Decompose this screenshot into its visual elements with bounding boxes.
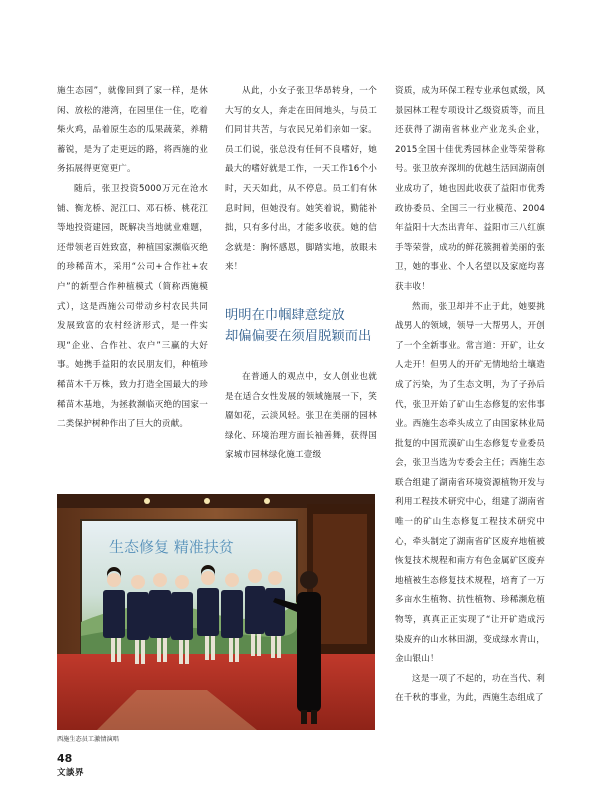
paragraph: 在普通人的观点中，女人创业也就是在适合女性发展的领域施展一下，笑靥如花，云淡风轻。张卫在美丽的园林绿化、环境治理方面长袖善舞，获得国家城市园林绿化施工壹级 — [225, 372, 377, 461]
choir-photo — [57, 494, 375, 730]
text-column-2 — [225, 82, 377, 278]
section-heading-line-1: 明明在巾帼肆意绽放 — [225, 308, 345, 323]
text-column-1 — [57, 82, 208, 435]
photo-illustration — [57, 494, 375, 730]
paragraph: 这是一项了不起的，功在当代、利在千秋的事业，为此，西施生态组成了 — [395, 673, 545, 704]
photo-caption: 西施生态员工激情演唱 — [57, 736, 119, 743]
paragraph: 然而，张卫却并不止于此，她要挑战男人的领域，领导一大帮男人，开创了一个全新事业。常言道：开矿，让女人走开！但男人的开矿无情地给土壤造成了污染，为了生态文明，为了子孙后代，张卫开始了矿山生态修复的宏伟事业。西施生态牵头成立了由国家林业局批复的中国荒漠矿山生态修复专业委员会，张卫当选为专委会主任；西施生态联合组建了湖南省环境资源植物开发与利用工程技术研究中心，组建了湖南省唯一的矿山生态修复工程技术研究中心，牵头制定了湖南省矿区废弃地植被恢复技术规程和南方有色金属矿区废弃地植被生态修复技术规程，培育了一万多亩水生植物、抗性植物、珍稀濒危植物等，真真正正实现了“让开矿造成污染废弃的山水林田湖，变成绿水青山，金山银山！ — [395, 301, 545, 665]
section-heading-line-2: 却偏偏要在须眉脱颖而出 — [225, 329, 372, 344]
text-column-2-lower — [225, 368, 377, 466]
magazine-name: 文談界 — [57, 768, 85, 778]
paragraph: 随后，张卫投资5000万元在沧水铺、衡龙桥、泥江口、邓石桥、桃花江等地投资建园，既解决当地就业难题，还带领老百姓致富，种植国家濒临灭绝的珍稀苗木，采用“公司+合作社+农户”的新型合作种植模式（简称西施模式），这是西施公司带动乡村农民共同发展致富的农村经济形式，是一件实现“企业、合作社、农户”三赢的大好事。她携手益阳的农民朋友们，种植珍稀苗木千万株，致力打造全国最大的珍稀苗木基地，为拯救濒临灭绝的国家一二类保护树种作出了巨大的贡献。 — [57, 183, 208, 430]
text-column-3 — [395, 82, 545, 709]
paragraph: 资质，成为环保工程专业承包贰级，风景园林工程专项设计乙级资质等，而且还获得了湖南省林业产业龙头企业，2015全国十佳优秀园林企业等荣誉称号。张卫放弃深圳的优越生活回湖南创业成功了，她也因此收获了益阳市优秀政协委员、全国三一行业模范、2004年益阳十大杰出青年、益阳市三八红旗手等荣誉，成功的鲜花簇拥着美丽的张卫，她的事业、个人名望以及家庭均喜获丰收！ — [395, 86, 545, 292]
paragraph: 从此，小女子张卫华昂转身，一个大写的女人，奔走在田间地头，与员工们同甘共苦，与农民兄弟们亲如一家。员工们说，张总没有任何不良嗜好，她最大的嗜好就是工作，一天工作16个小时，天天如此，从不停息。员工们有休息时间，但她没有。她笑着说，勤能补拙，只有多付出，才能多收获。她的信念就是：胸怀感恩，脚踏实地，放眼未来！ — [225, 86, 377, 273]
section-heading — [225, 305, 385, 347]
banner-text: 生态修复 精准扶贫 — [109, 538, 234, 556]
page-number: 48 — [57, 752, 73, 765]
paragraph: 施生态园”，就像回到了家一样，是休闲、放松的港湾，在园里住一住，吃着柴火鸡，品着原生态的瓜果蔬菜，养精蓄锐，是为了走更远的路，将西施的业务拓展得更宽更广。 — [57, 86, 208, 175]
